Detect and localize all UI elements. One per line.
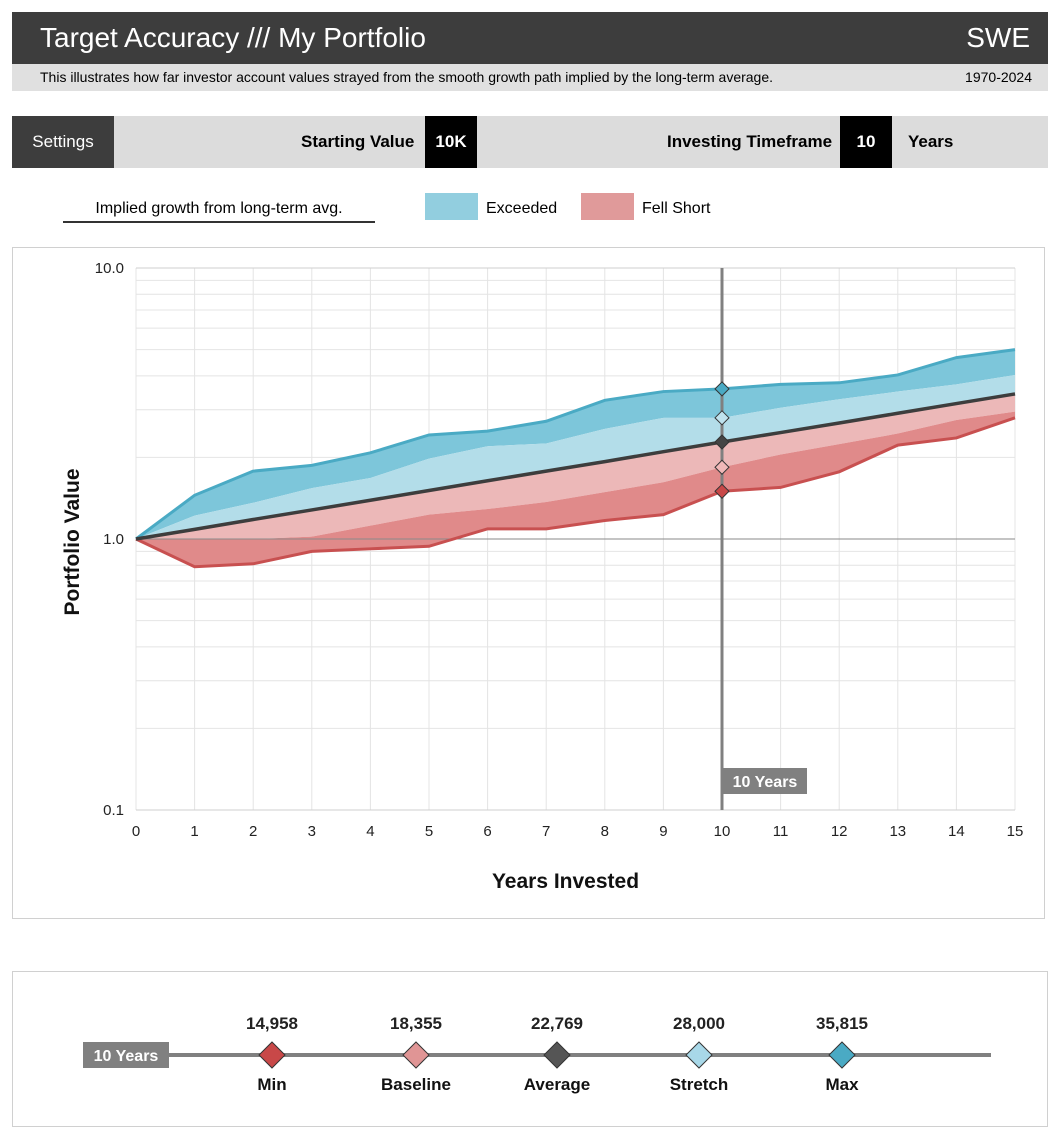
x-tick-label: 4 xyxy=(366,823,375,840)
legend-fell-short-swatch xyxy=(581,193,634,220)
x-tick-label: 12 xyxy=(830,823,848,840)
x-tick-label: 5 xyxy=(424,823,434,840)
summary-label-max: Max xyxy=(825,1075,859,1094)
summary-label-baseline: Baseline xyxy=(381,1075,451,1094)
summary-value-stretch: 28,000 xyxy=(673,1014,725,1033)
summary-diamond-stretch xyxy=(686,1042,712,1068)
x-tick-label: 8 xyxy=(600,823,609,840)
summary-value-baseline: 18,355 xyxy=(390,1014,442,1033)
y-tick-label: 0.1 xyxy=(103,802,124,819)
timeframe-unit: Years xyxy=(908,132,954,151)
timeframe-input[interactable]: 10 xyxy=(840,116,892,168)
portfolio-chart xyxy=(13,248,1046,920)
data-period: 1970-2024 xyxy=(965,69,1032,85)
summary-value-average: 22,769 xyxy=(531,1014,583,1033)
summary-diamond-baseline xyxy=(403,1042,429,1068)
x-axis-title: Years Invested xyxy=(491,870,640,893)
summary-strip xyxy=(13,972,1049,1128)
summary-value-max: 35,815 xyxy=(816,1014,868,1033)
summary-panel xyxy=(12,971,1048,1127)
x-tick-label: 14 xyxy=(948,823,965,840)
summary-tag-label: 10 Years xyxy=(93,1048,159,1065)
marker-tag-label: 10 Years xyxy=(732,774,798,791)
starting-value-input[interactable]: 10K xyxy=(425,116,477,168)
chart-areas xyxy=(136,350,1015,567)
x-tick-label: 3 xyxy=(307,823,316,840)
x-tick-label: 10 xyxy=(713,823,731,840)
subtitle-bar xyxy=(12,64,1048,91)
x-tick-label: 0 xyxy=(131,823,141,840)
summary-value-min: 14,958 xyxy=(246,1014,298,1033)
chart-legend xyxy=(0,190,1060,230)
x-tick-label: 7 xyxy=(542,823,551,840)
x-tick-label: 2 xyxy=(249,823,258,840)
title-bar xyxy=(12,12,1048,64)
x-tick-label: 11 xyxy=(772,823,789,840)
summary-label-average: Average xyxy=(523,1075,591,1094)
legend-exceeded-label: Exceeded xyxy=(486,200,558,217)
x-tick-label: 9 xyxy=(659,823,668,840)
settings-button[interactable]: Settings xyxy=(12,116,114,168)
chart-panel xyxy=(12,247,1045,919)
timeframe-label: Investing Timeframe xyxy=(667,132,833,151)
settings-bar xyxy=(12,116,1048,168)
legend-fell-short-label: Fell Short xyxy=(642,200,711,217)
y-tick-label: 10.0 xyxy=(94,260,124,277)
summary-diamond-max xyxy=(829,1042,855,1068)
x-tick-label: 15 xyxy=(1006,823,1024,840)
country-code: SWE xyxy=(966,22,1030,53)
summary-diamond-min xyxy=(259,1042,285,1068)
y-axis-title: Portfolio Value xyxy=(61,468,84,616)
x-tick-label: 1 xyxy=(190,823,199,840)
summary-diamond-average xyxy=(544,1042,570,1068)
x-tick-label: 13 xyxy=(889,823,907,840)
y-tick-label: 1.0 xyxy=(103,531,124,548)
chart-axes xyxy=(61,260,1023,893)
legend-exceeded-swatch xyxy=(425,193,478,220)
x-tick-label: 6 xyxy=(483,823,492,840)
legend-implied-growth: Implied growth from long-term avg. xyxy=(63,200,375,223)
summary-label-min: Min xyxy=(257,1075,287,1094)
starting-value-label: Starting Value xyxy=(301,132,415,151)
summary-label-stretch: Stretch xyxy=(669,1075,729,1094)
page-description: This illustrates how far investor account values strayed from the smooth growth path implied by the long-term average. xyxy=(40,69,774,85)
page-title: Target Accuracy /// My Portfolio xyxy=(40,22,426,53)
